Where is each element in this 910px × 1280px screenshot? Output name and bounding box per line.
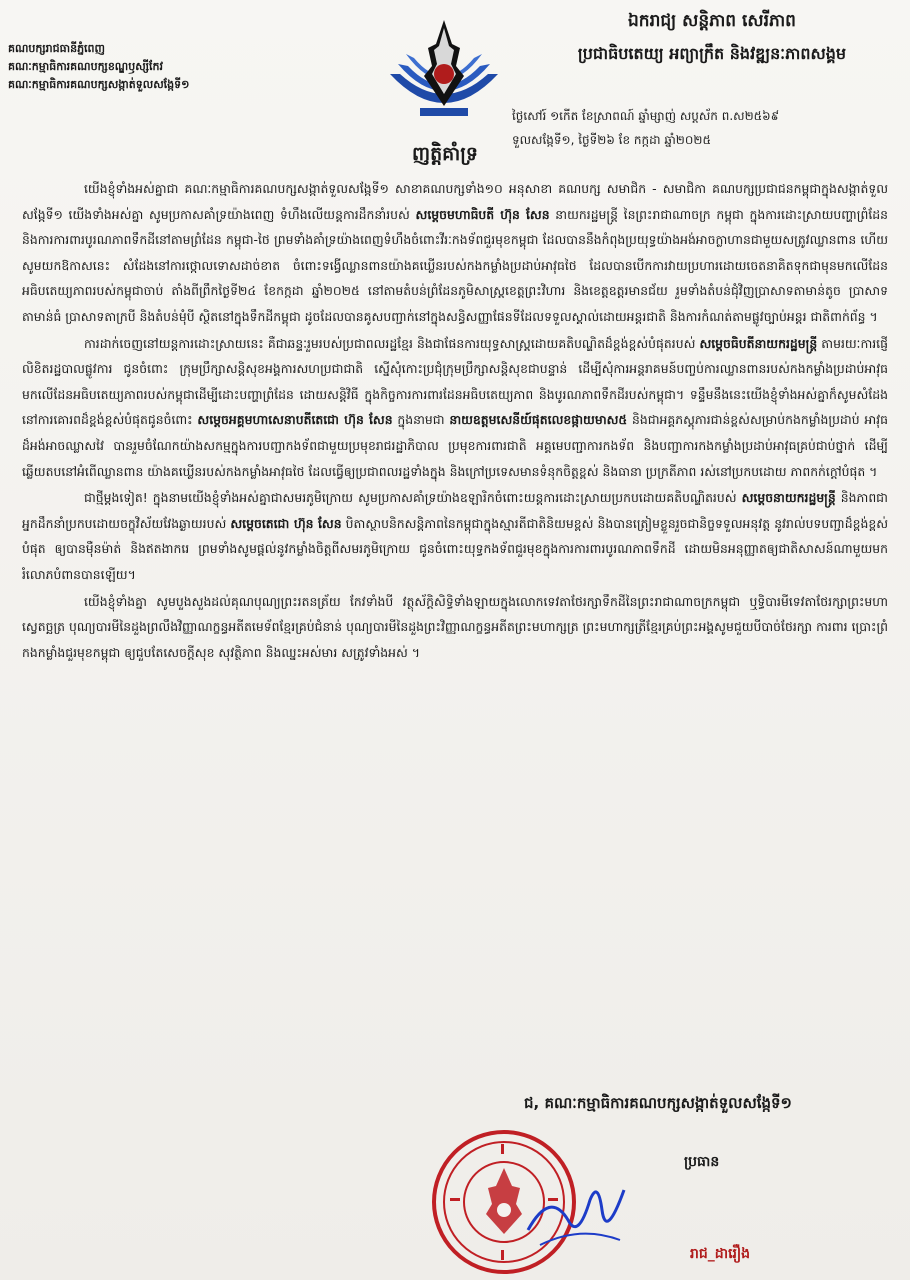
national-header <box>522 6 902 68</box>
p3-text-c: បិតាស្ថាបនិកសន្តិភាពនៃកម្ពុជាក្នុងស្មារតីជាតិនិយមខ្ពស់ និងបានត្រៀមខ្លួនរួចជានិច្ចទទួលអនុវត្ត នូវរាល់បទបញ្ជាដ៏ខ្ពង់ខ្ពស់បំផុត ឲ្យបានម៉ឺនម៉ាត់ និងឥតងាករេ ព្រមទាំងសូមផ្តល់នូវកម្លាំងចិត្តពីសមរភូមិក្រោយ ជូនចំពោះយុទ្ធកងទ័ពជួរមុខក្នុងការការពារបូរណភាពទឹកដី ដោយមិនអនុញ្ញាតឲ្យជាតិសាសន៍ណាមួយមក រំលោភបំពានបានឡើយ។ <box>22 515 888 582</box>
date-block <box>512 104 904 152</box>
solar-date: ទួលសង្កែទី១, ថ្ងៃទី២៦ ខែ កក្កដា ឆ្នាំ២០២៥ <box>512 133 711 147</box>
p2-text-b: តាមរយៈការផ្ញើលិខិតរដ្ឋបាលផ្លូវការ ជូនចំពោះ ក្រុមប្រឹក្សាសន្តិសុខអង្គការសហប្រជាជាតិ ស្នើសុំកោះប្រជុំក្រុមប្រឹក្សាសន្តិសុខជាបន្ទាន់ ដើម្បីសុំការអន្តរាគមន៍បញ្ចប់ការឈ្លានពានរបស់កងកម្លាំងប្រដាប់អាវុធ មកលើដែនអធិបតេយ្យភាពរបស់កម្ពុជាដើម្បីដោះបញ្ហាព្រំដែន ដោយសន្តិវិធី ក្នុងកិច្ចការការពារដែនអធិបតេយ្យភាព និងបូរណភាពទឹកដីរបស់កម្ពុជា។ ទន្ទឹមនឹងនេះយើងខ្ញុំទាំងអស់គ្នាក៏សូមសំដែងនៅការគោរពដ៏ខ្ពង់ខ្ពស់បំផុតជូនចំពោះ <box>22 335 888 428</box>
paragraph-4 <box>22 589 888 666</box>
national-slogan: ឯករាជ្យ សន្តិភាព សេរីភាព <box>628 11 796 31</box>
petition-body <box>22 176 888 666</box>
signatory-organization: ជ, គណៈកម្មាធិការគណបក្សសង្កាត់ទួលសង្កែទី១ <box>524 1094 792 1112</box>
party-logo <box>380 14 508 132</box>
document-type-title: ញត្តិគាំទ្រ <box>412 143 478 165</box>
signatory-name: រាជ_ដារឿង <box>690 1246 751 1262</box>
p2-text-d: និងជាអគ្គភស្តុភារជាន់ខ្ពស់សម្រាប់កងកម្លាំងប្រដាប់ អាវុធដ៏អង់អាចឈ្លាសវៃ បានរួមចំណែកយ៉ាងសកម្មក្នុងការបញ្ជាកងទ័ពជាមួយប្រមុខរាជរដ្ឋាភិបាល ប្រមុខការពារជាតិ អគ្គមេបញ្ជាការកងទ័ព និងបញ្ជាការកងកម្លាំងប្រដាប់អាវុធគ្រប់ជាប់ថ្នាក់ ដើម្បីឆ្លើយតបនៅអំពើឈ្លានពាន យ៉ាងគឃ្លើនរបស់កងកម្លាំងអាវុធថៃ ដែលធ្វើឲ្យប្រជាពលរដ្ឋទាំងក្នុង និងក្រៅប្រទេសមានទំនុកចិត្តខ្ពស់ និងធានា ប្រក្រតីភាព រស់នៅប្រកបដោយ ភាពកក់ក្ដៅបំផុត ។ <box>22 412 888 479</box>
p2-emphasis-c: នាយឧត្តមសេនីយ៍ផុតលេខផ្កាយមាស៥ <box>449 412 628 428</box>
p1-text-b: នាយករដ្ឋមន្ត្រី នៃព្រះរាជាណាចក្រ កម្ពុជា ក្នុងការដោះស្រាយបញ្ហាព្រំដែន និងការការពារបូរណភាពទឹកដីនៅតាមព្រំដែន កម្ពុជា-ថៃ ព្រមទាំងគាំទ្រយ៉ាងពេញទំហឹងចំពោះវីរៈកងទ័ពជួរមុខកម្ពុជា ដែលបាននឹងកំពុងប្រយុទ្ធយ៉ាងអង់អាចក្លាហានជាមួយសត្រូវឈ្លានពាន ហើយសូមយកឱកាសនេះ សំដែងនៅការថ្កោលទោសដាច់ខាត ចំពោះទង្វើឈ្លានពានយ៉ាងគឃ្លើនរបស់កងកម្លាំងប្រដាប់អាវុធថៃ ដែលបានបើកការវាយប្រហារដោយចេតនាគិតទុកជាមុនមកលើដែនអធិបតេយ្យភាពរបស់កម្ពុជាចាប់ តាំងពីព្រឹកថ្ងៃទី២៤ ខែកក្កដា ឆ្នាំ២០២៥ នៅតាមតំបន់ព្រំដែនភូមិសាស្ត្រខេត្តព្រះវិហារ និងខេត្តឧត្តរមានជ័យ រួមទាំងតំបន់ជុំវិញប្រាសាទតាមាន់តូច ប្រាសាទតាមាន់ធំ ប្រាសាទតាក្របី និងតំបន់មុំបី ស្ថិតនៅក្នុងទឹកដីកម្ពុជា ដូចដែលបានគូសបញ្ជាក់នៅក្នុងសន្ធិសញ្ញាផែនទីដែលទទួលស្គាល់ដោយអន្តរជាតិ និងការកំណត់តាមផ្លូវច្បាប់អន្តរ ជាតិពាក់ព័ន្ធ ។ <box>22 206 888 324</box>
party-motto: ប្រជាធិបតេយ្យ អព្យាក្រឹត និងវឌ្ឍនៈភាពសង្គម <box>577 44 847 63</box>
p3-emphasis-b: សម្តេចតេជោ ហ៊ុន សែន <box>230 515 342 531</box>
paragraph-3 <box>22 485 888 587</box>
issuer-line-2: គណៈកម្មាធិការគណបក្សខណ្ឌឫស្សីកែវ <box>8 60 163 73</box>
p1-emphasis: សម្តេចមហាធិបតី ហ៊ុន សែន <box>415 206 550 222</box>
p2-emphasis-b: សម្តេចអគ្គមហាសេនាបតីតេជោ ហ៊ុន សែន <box>197 412 393 428</box>
handwritten-signature <box>520 1170 630 1260</box>
p4-text: យើងខ្ញុំទាំងគ្នា សូមបួងសួងដល់គុណបុណ្យព្រះរតនត្រ័យ កែវទាំងបី វត្ថុស័ក្តិសិទ្ធិទាំងឡាយក្នុងលោកទេវតាថែរក្សាទឹកដីនៃព្រះរាជាណាចក្រកម្ពុជា ឬទ្ធិបារមីទេវតាថែរក្សាព្រះមហាស្វេតច្ឆត្រ បុណ្យបារមីនៃដួងព្រលឹងវិញ្ញាណក្ខន្ធអតីតមេទ័ពខ្មែរគ្រប់ជំនាន់ បុណ្យបារមីនៃដួងព្រះវិញ្ញាណក្ខន្ធអតីតព្រះមហាក្សត្រ ព្រះមហាក្សត្រីខ្មែរគ្រប់ព្រះអង្គសូមជួយបីបាច់ថែរក្សា ការពារ ប្រោះព្រំ កងកម្លាំងជួរមុខកម្ពុជា ឲ្យជួបតែសេចក្តីសុខ សុវត្ថិភាព និងឈ្នះអស់មារ សត្រូវទាំងអស់ ។ <box>22 593 888 660</box>
lunar-date: ថ្ងៃសៅរ៍ ១កើត ខែស្រាពណ៍ ឆ្នាំម្សាញ់ សប្តស័ក ព.ស២៥៦៩ <box>512 109 780 123</box>
issuer-line-1: គណបក្សរាជធានីភ្នំពេញ <box>8 42 106 55</box>
p1-text-a: យើងខ្ញុំទាំងអស់គ្នាជា គណៈកម្មាធិការគណបក្សសង្កាត់ទួលសង្កែទី១ សាខាគណបក្សទាំង១០ អនុសាខា គណបក្ស សមាជិក - សមាជិកា គណបក្សប្រជាជនកម្ពុជាក្នុងសង្កាត់ទួលសង្កែទី១ យើងទាំងអស់គ្នា សូមប្រកាសគាំទ្រយ៉ាងពេញ ទំហឹងលើយន្តការដឹកនាំរបស់ <box>22 181 888 222</box>
p3-text-a: ជាថ្មីម្តងទៀត! ក្នុងនាមយើងខ្ញុំទាំងអស់គ្នាជាសមរភូមិក្រោយ សូមប្រកាសគាំទ្រយ៉ាងឧឡារិកចំពោះយន្តការដោះស្រាយប្រកបដោយគតិបណ្ឌិតរបស់ <box>84 490 742 506</box>
p2-text-c: ក្នុងនាមជា <box>392 412 450 428</box>
issuer-line-3: គណៈកម្មាធិការគណបក្សសង្កាត់ទួលសង្កែទី១ <box>8 78 190 91</box>
p3-text-b: និងភាពជាអ្នកដឹកនាំប្រកបដោយចក្ខុវិស័យវែងឆ្ងាយរបស់ <box>22 490 888 531</box>
p3-emphasis-a: សម្តេចនាយករដ្ឋមន្ត្រី <box>741 490 836 506</box>
p2-emphasis-a: សម្តេចធិបតីនាយករដ្ឋមន្ត្រី <box>699 335 818 351</box>
signatory-block <box>524 1094 884 1116</box>
p2-text-a: ការដាក់ចេញនៅយន្តការដោះស្រាយនេះ គឺជាឆន្ទៈរួមរបស់ប្រជាពលរដ្ឋខ្មែរ និងជាផែនការយុទ្ធសាស្ត្រដោយគតិបណ្ឌិតដ៏ខ្ពង់ខ្ពស់បំផុតរបស់ <box>84 335 700 351</box>
paragraph-1 <box>22 176 888 330</box>
paragraph-2 <box>22 331 888 485</box>
signatory-title: ប្រធាន <box>684 1154 720 1170</box>
issuer-header <box>8 40 338 94</box>
